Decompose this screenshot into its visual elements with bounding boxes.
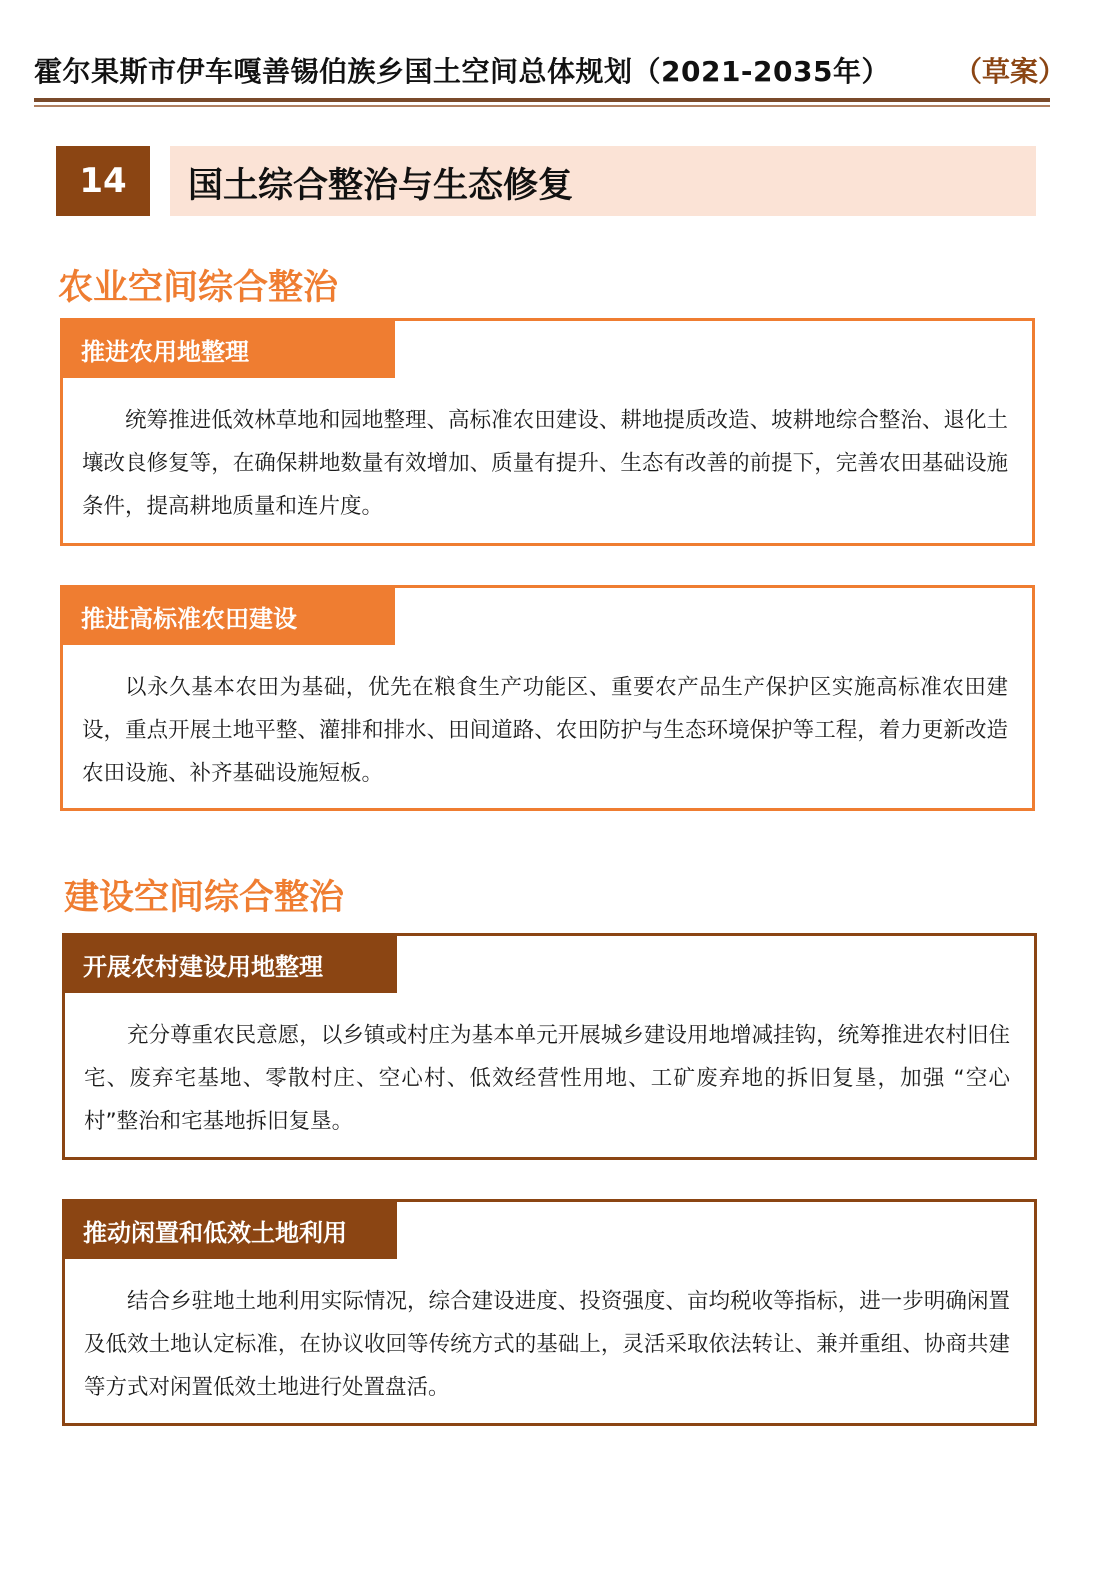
card-body: 统筹推进低效林草地和园地整理、高标准农田建设、耕地提质改造、坡耕地综合整治、退化土壤改良修复等，在确保耕地数量有效增加、质量有提升、生态有改善的前提下，完善农田基础设施条件，提高耕地质量和连片度。 <box>82 408 1008 519</box>
card-title: 开展农村建设用地整理 <box>65 936 397 993</box>
header-divider-thin <box>34 105 1050 107</box>
chapter-title-band <box>170 146 1036 216</box>
card-body: 以永久基本农田为基础，优先在粮食生产功能区、重要农产品生产保护区实施高标准农田建设，重点开展土地平整、灌排和排水、田间道路、农田防护与生态环境保护等工程，着力更新改造农田设施、补齐基础设施短板。 <box>82 675 1008 786</box>
page-header <box>34 46 1066 90</box>
card-farmland-consolidation <box>60 318 1035 546</box>
card-body: 结合乡驻地土地利用实际情况，综合建设进度、投资强度、亩均税收等指标，进一步明确闲置及低效土地认定标准，在协议收回等传统方式的基础上，灵活采取依法转让、兼并重组、协商共建等方式对闲置低效土地进行处置盘活。 <box>84 1289 1010 1400</box>
card-rural-construction-land <box>62 933 1037 1160</box>
card-high-standard-farmland <box>60 585 1035 811</box>
header-divider-thick <box>34 98 1050 102</box>
draft-label: （草案） <box>953 55 1066 88</box>
chapter-number: 14 <box>56 146 150 216</box>
section-heading-construction: 建设空间综合整治 <box>64 878 345 918</box>
document-title: 霍尔果斯市伊车嘎善锡伯族乡国土空间总体规划（2021-2035年） <box>34 55 890 88</box>
card-title: 推进农用地整理 <box>63 321 395 378</box>
card-body: 充分尊重农民意愿，以乡镇或村庄为基本单元开展城乡建设用地增减挂钩，统筹推进农村旧住宅、废弃宅基地、零散村庄、空心村、低效经营性用地、工矿废弃地的拆旧复垦，加强 “空心村”整治和宅基地拆旧复垦。 <box>84 1023 1010 1134</box>
card-title: 推动闲置和低效土地利用 <box>65 1202 397 1259</box>
chapter-title: 国土综合整治与生态修复 <box>188 166 574 206</box>
card-title: 推进高标准农田建设 <box>63 588 395 645</box>
section-heading-agricultural: 农业空间综合整治 <box>58 268 339 308</box>
card-idle-land-utilization <box>62 1199 1037 1426</box>
